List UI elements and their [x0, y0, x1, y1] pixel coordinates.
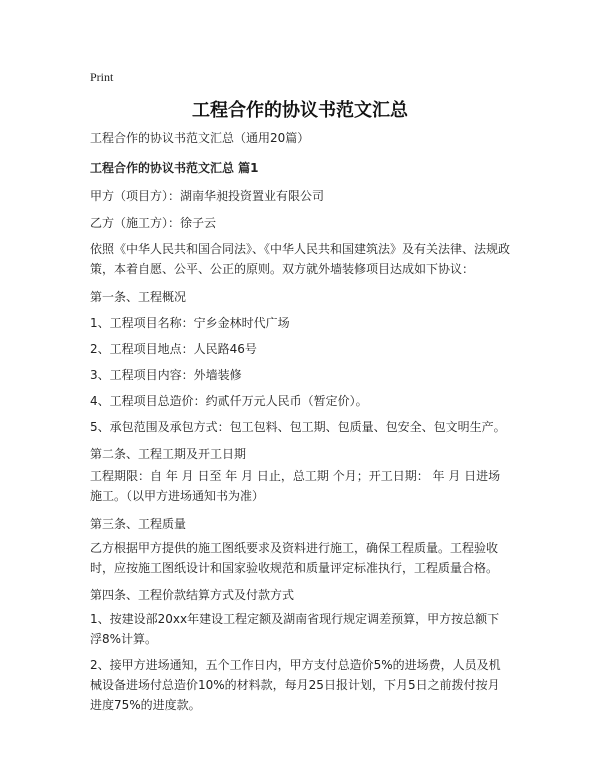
- party-a: 甲方（项目方）：湖南华昶投资置业有限公司: [90, 189, 325, 203]
- project-name: 1、工程项目名称：宁乡金林时代广场: [90, 316, 290, 330]
- project-cost: 4、工程项目总造价：约贰仟万元人民币（暂定价）。: [90, 394, 368, 408]
- contract-scope: 5、承包范围及承包方式：包工包料、包工期、包质量、包安全、包文明生产。: [90, 420, 506, 434]
- project-content: 3、工程项目内容：外墙装修: [90, 368, 242, 382]
- project-location: 2、工程项目地点：人民路46号: [90, 342, 257, 356]
- preamble-paragraph: 依照《中华人民共和国合同法》、《中华人民共和国建筑法》及有关法律、法规政策，本着自愿、公平、公正的原则。双方就外墙装修项目达成如下协议：: [90, 242, 511, 276]
- payment-clause-2: 2、接甲方进场通知，五个工作日内，甲方支付总造价5%的进场费，人员及机械设备进场付总造价10%的材料款，每月25日报计划，下月5日之前拨付按月进度75%的进度款。: [90, 658, 501, 712]
- article-3-heading: 第三条、工程质量: [90, 517, 187, 531]
- construction-period: 工程期限：自 年 月 日至 年 月 日止，总工期 个月；开工日期： 年 月 日进场施工。（以甲方进场通知书为准）: [90, 469, 501, 503]
- article-2-heading: 第二条、工程工期及开工日期: [90, 447, 247, 461]
- article-4-heading: 第四条、工程价款结算方式及付款方式: [90, 588, 295, 602]
- quality-paragraph: 乙方根据甲方提供的施工图纸要求及资料进行施工，确保工程质量。工程验收时，应按施工图纸设计和国家验收规范和质量评定标准执行，工程质量合格。: [90, 541, 499, 575]
- document-title: 工程合作的协议书范文汇总: [192, 100, 408, 121]
- subtitle: 工程合作的协议书范文汇总（通用20篇）: [90, 131, 310, 145]
- party-b: 乙方（施工方）：徐子云: [90, 216, 217, 230]
- print-link[interactable]: Print: [90, 70, 114, 84]
- section-heading: 工程合作的协议书范文汇总 篇1: [90, 161, 259, 175]
- article-1-heading: 第一条、工程概况: [90, 290, 187, 304]
- payment-clause-1: 1、按建设部20xx年建设工程定额及湖南省现行规定调差预算，甲方按总额下浮8%计算。: [90, 612, 500, 646]
